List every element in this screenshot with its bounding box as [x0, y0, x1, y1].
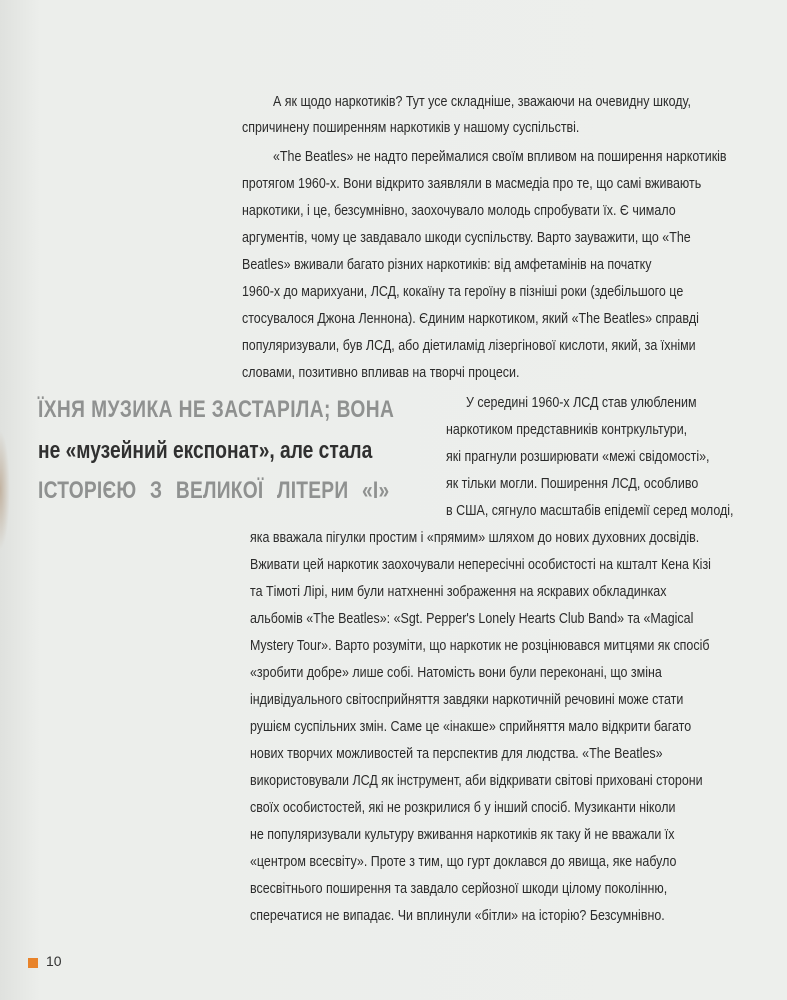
pull-quote-line-1: ЇХНЯ МУЗИКА НЕ ЗАСТАРІЛА; ВОНА	[38, 396, 395, 423]
text-line: спричинену поширенням наркотиків у нашому суспільстві.	[242, 120, 580, 136]
text-line: в США, сягнуло масштабів епідемії серед молоді,	[446, 503, 734, 519]
text-line: наркотики, і це, безсумнівно, заохочувало молодь спробувати їх. Є чимало	[242, 203, 676, 219]
text-line: «The Beatles» не надто переймалися своїм впливом на поширення наркотиків	[273, 149, 727, 165]
text-line: популяризували, був ЛСД, або діетиламід лізергінової кислоти, який, за їхніми	[242, 338, 696, 354]
text-line: протягом 1960-х. Вони відкрито заявляли в масмедіа про те, що самі вживають	[242, 176, 702, 192]
text-line: альбомів «The Beatles»: «Sgt. Pepper's Lonely Hearts Club Band» та «Magical	[250, 611, 694, 627]
pull-quote-line-3: ІСТОРІЄЮ З ВЕЛИКОЇ ЛІТЕРИ «І»	[38, 477, 390, 504]
text-line: стосувалося Джона Леннона). Єдиним наркотиком, який «The Beatles» справді	[242, 311, 699, 327]
text-line: рушієм суспільних змін. Саме це «інакше» сприйняття мало відкрити багато	[250, 719, 692, 735]
text-line: «зробити добре» лише собі. Натомість вони були переконані, що зміна	[250, 665, 662, 681]
text-line: та Тімоті Лірі, ним були натхненні зображення на яскравих обкладинках	[250, 584, 667, 600]
text-line: наркотиком представників контркультури,	[446, 422, 688, 438]
text-line: У середині 1960-х ЛСД став улюбленим	[466, 395, 697, 411]
text-line: Вживати цей наркотик заохочували непересічні особистості на кшталт Кена Кізі	[250, 557, 711, 573]
page-number: 10	[46, 953, 62, 969]
text-line: аргументів, чому це завдавало шкоди суспільству. Варто зауважити, що «The	[242, 230, 691, 246]
text-line: не популяризували культуру вживання наркотиків як таку й не вважали їх	[250, 827, 675, 843]
text-line: словами, позитивно впливав на творчі процеси.	[242, 365, 520, 381]
text-line: Beatles» вживали багато різних наркотиків: від амфетамінів на початку	[242, 257, 652, 273]
text-line: Mystery Tour». Варто розуміти, що наркотик не розцінювався митцями як спосіб	[250, 638, 710, 654]
text-line: своїх особистостей, які не розкрилися б у інший спосіб. Музиканти ніколи	[250, 800, 676, 816]
pull-quote-line-2: не «музейний експонат», але стала	[38, 437, 373, 464]
text-line: А як щодо наркотиків? Тут усе складніше, зважаючи на очевидну шкоду,	[273, 94, 692, 110]
text-line: використовували ЛСД як інструмент, аби відкривати світові приховані сторони	[250, 773, 703, 789]
text-line: які прагнули розширювати «межі свідомості»,	[446, 449, 710, 465]
text-line: нових творчих можливостей та перспектив для людства. «The Beatles»	[250, 746, 663, 762]
text-line: всесвітнього поширення та завдало серйозної шкоди цілому поколінню,	[250, 881, 668, 897]
page-marker-square	[28, 958, 38, 968]
text-line: як тільки могли. Поширення ЛСД, особливо	[446, 476, 699, 492]
page-edge-shadow	[0, 430, 10, 550]
text-line: 1960-х до марихуани, ЛСД, кокаїну та героїну в пізніші роки (здебільшого це	[242, 284, 684, 300]
text-line: індивідуального світосприйняття завдяки наркотичній речовині може стати	[250, 692, 684, 708]
text-line: сперечатися не випадає. Чи вплинули «бітли» на історію? Безсумнівно.	[250, 908, 665, 924]
text-line: «центром всесвіту». Проте з тим, що гурт доклався до явища, яке набуло	[250, 854, 677, 870]
text-line: яка вважала пігулки простим і «прямим» шляхом до нових духовних досвідів.	[250, 530, 700, 546]
